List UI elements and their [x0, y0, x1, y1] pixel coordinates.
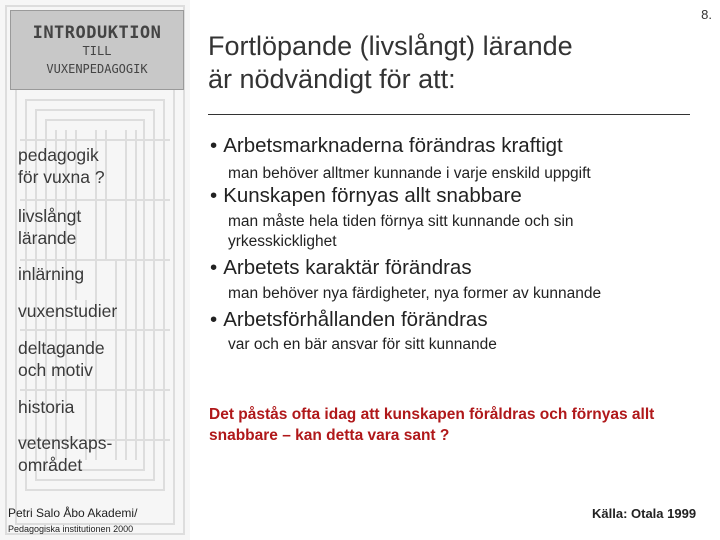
author-credit: Petri Salo Åbo Akademi/ [8, 506, 138, 520]
sidebar-item-inlarning[interactable]: inlärning [18, 264, 85, 284]
bullet-item [210, 134, 563, 158]
bullet-subtext: man behöver alltmer kunnande i varje enskild uppgift [228, 165, 591, 182]
bullet-item [210, 256, 472, 280]
bullet-text: Arbetets karaktär förändras [223, 256, 472, 279]
bullet-item [210, 308, 488, 332]
bullet-subtext: man måste hela tiden förnya sitt kunnande och sin yrkesskicklighet [228, 213, 574, 250]
logo-line-1: INTRODUKTION [32, 23, 162, 43]
sidebar-item-livslangt-larande[interactable]: livslångt lärande [18, 206, 82, 248]
sidebar-item-vuxenstudier[interactable]: vuxenstudier [18, 301, 118, 321]
bullet-icon: • [210, 184, 218, 207]
discussion-question: Det påstås ofta idag att kunskapen föråldras och förnyas allt snabbare – kan detta vara sant ? [209, 406, 655, 444]
bullet-text: Kunskapen förnyas allt snabbare [223, 184, 522, 207]
bullet-subtext: man behöver nya färdigheter, nya former av kunnande [228, 285, 602, 302]
logo-line-2: TILL [82, 44, 112, 58]
bullet-icon: • [210, 134, 218, 157]
title-divider [208, 114, 690, 115]
sidebar-item-deltagande-och-motiv[interactable]: deltagande och motiv [18, 338, 105, 380]
page-number: 8. [701, 7, 712, 22]
bullet-icon: • [210, 308, 218, 331]
bullet-item [210, 184, 522, 208]
sidebar [0, 0, 190, 540]
bullet-subtext: var och en bär ansvar för sitt kunnande [228, 336, 497, 353]
source-citation: Källa: Otala 1999 [592, 506, 697, 521]
bullet-text: Arbetsförhållanden förändras [223, 308, 488, 331]
institution-credit: Pedagogiska institutionen 2000 [8, 524, 134, 534]
page-title: Fortlöpande (livslångt) lärande är nödvändigt för att: [208, 31, 573, 94]
logo-line-3: VUXENPEDAGOGIK [46, 62, 148, 76]
bullet-icon: • [210, 256, 218, 279]
sidebar-item-pedagogik-for-vuxna[interactable]: pedagogik för vuxna ? [18, 145, 105, 187]
course-logo [10, 10, 184, 90]
sidebar-item-vetenskapsomradet[interactable]: vetenskaps- området [18, 433, 113, 475]
bullet-text: Arbetsmarknaderna förändras kraftigt [223, 134, 563, 157]
sidebar-item-historia[interactable]: historia [18, 397, 75, 417]
